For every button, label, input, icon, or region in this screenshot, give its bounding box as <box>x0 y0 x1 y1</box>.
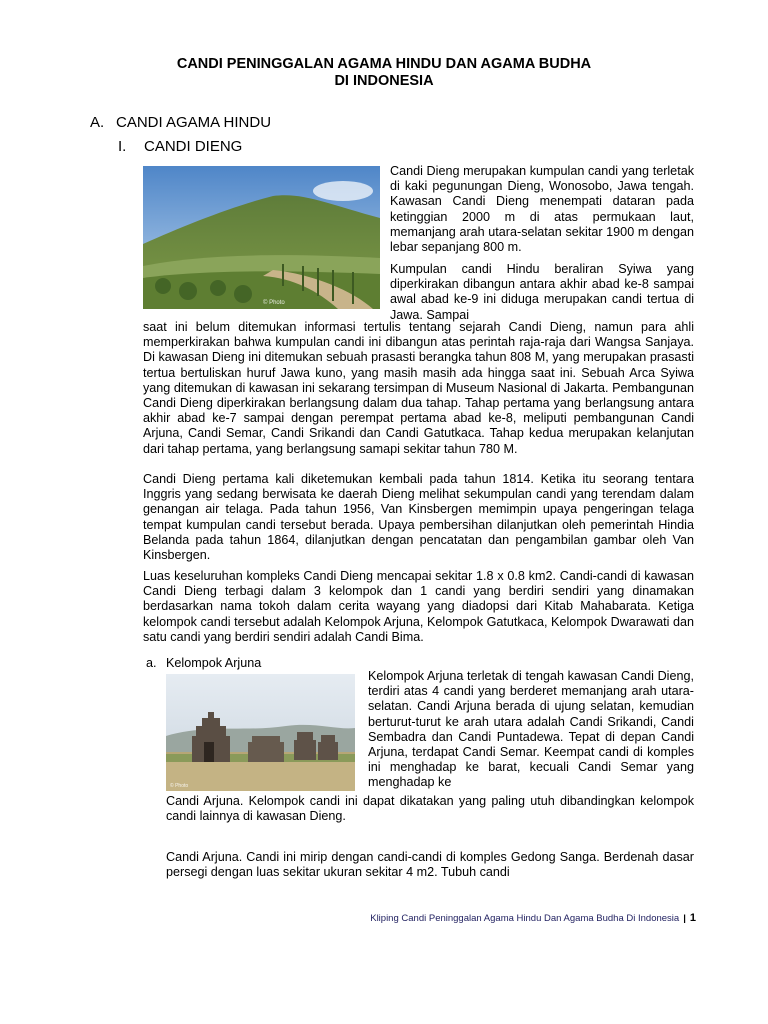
paragraph-dieng-rediscovery: Candi Dieng pertama kali diketemukan kembali pada tahun 1814. Ketika itu seorang tentara Inggris yang sedang berwisata ke daerah Dieng melihat sekumpulan candi yang terendam dalam genangan air telaga. Pada tahun 1956, Van Kinsbergen memimpin upaya pengeringan telaga tempat kumpulan candi tersebut berada. Upaya pembersihan dilanjutkan oleh pemerintah Hindia Belanda pada tahun 1864, dilanjutkan dengan pencatatan dan pengambilan gambar oleh Van Kinsbergen. <box>143 472 694 563</box>
paragraph-arjuna-group: Kelompok Arjuna terletak di tengah kawasan Candi Dieng, terdiri atas 4 candi yang berderet memanjang arah utara-selatan. Candi Arjuna berada di ujung selatan, kemudian berturut-turut ke arah utara adalah Candi Srikandi, Candi Sembadra dan Candi Puntadewa. Tepat di depan Candi Arjuna, terdapat Candi Semar. Keempat candi di komples ini menghadap ke barat, kecuali Candi Semar yang menghadap ke <box>368 669 694 790</box>
subsection-number: I. <box>118 138 127 155</box>
svg-text:© Photo: © Photo <box>170 783 189 789</box>
page-number: 1 <box>689 912 696 924</box>
paragraph-arjuna-group-end: Candi Arjuna. Kelompok candi ini dapat dikatakan yang paling utuh dibandingkan kelompok candi lainnya di kawasan Dieng. <box>166 794 694 824</box>
dieng-landscape-photo <box>143 166 380 309</box>
section-heading-a <box>90 114 271 131</box>
section-number: A. <box>90 114 105 131</box>
title-line-1: CANDI PENINGGALAN AGAMA HINDU DAN AGAMA BUDHA <box>176 56 592 72</box>
sub-number: a. <box>146 656 157 670</box>
section-label: CANDI AGAMA HINDU <box>116 114 272 131</box>
footer-separator: | <box>683 913 686 924</box>
arjuna-temple-photo <box>166 674 355 791</box>
sub-label: Kelompok Arjuna <box>166 656 262 670</box>
footer-text: Kliping Candi Peninggalan Agama Hindu Dan Agama Budha Di Indonesia <box>370 913 680 924</box>
paragraph-dieng-history-start: Kumpulan candi Hindu beraliran Syiwa yang diperkirakan dibangun antara akhir abad ke-8 sampai awal abad ke-9 ini diduga merupakan candi tertua di Jawa. Sampai <box>390 262 694 322</box>
svg-text:© Photo: © Photo <box>263 300 285 306</box>
page-footer <box>370 912 696 924</box>
page-title <box>0 56 768 90</box>
title-line-2: DI INDONESIA <box>334 73 434 89</box>
paragraph-dieng-area: Luas keseluruhan kompleks Candi Dieng mencapai sekitar 1.8 x 0.8 km2. Candi-candi di kawasan Candi Dieng terbagi dalam 3 kelompok dan 1 candi yang berdiri sendiri yang dinamakan berdasarkan nama tokoh dalam cerita wayang yang diadopsi dari Kitab Mahabarata. Ketiga kelompok candi tersebut adalah Kelompok Arjuna, Kelompok Gatutkaca, Kelompok Dwarawati dan satu candi yang berdiri sendiri adalah Candi Bima. <box>143 569 694 644</box>
paragraph-dieng-history: saat ini belum ditemukan informasi tertulis tentang sejarah Candi Dieng, namun para ahli memperkirakan bahwa kumpulan candi ini dibangun atas perintah raja-raja dari Wangsa Sanjaya. Di kawasan Dieng ini ditemukan sebuah prasasti berangka tahun 808 M, yang merupakan prasasti tertua bertuliskan huruf Jawa kuno, yang masih masih ada hingga saat ini. Sebuah Arca Syiwa yang ditemukan di kawasan ini sekarang tersimpan di Museum Nasional di Jakarta. Pembangunan Candi Dieng diperkirakan berlangsung dalam dua tahap. Tahap pertama yang berlangsung antara akhir abad ke-7 sampai dengan perempat pertama abad ke-8, meliputi pembangunan Candi Arjuna, Candi Semar, Candi Srikandi dan Candi Gatutkaca. Tahap kedua merupakan kelanjutan dari tahap pertama, yang berlangsung samapi sekitar tahun 780 M. <box>143 320 694 456</box>
subsection-kelompok-arjuna <box>146 656 261 670</box>
paragraph-dieng-intro: Candi Dieng merupakan kumpulan candi yang terletak di kaki pegunungan Dieng, Wonosobo, Jawa tengah. Kawasan Candi Dieng menempati dataran pada ketinggian 2000 m di atas permukaan laut, memanjang arah utara-selatan sekitar 1900 m dengan lebar sepanjang 800 m. <box>390 164 694 255</box>
paragraph-candi-arjuna: Candi Arjuna. Candi ini mirip dengan candi-candi di komples Gedong Sanga. Berdenah dasar persegi dengan luas sekitar ukuran sekitar 4 m2. Tubuh candi <box>166 850 694 880</box>
subsection-heading-dieng <box>118 138 242 155</box>
subsection-label: CANDI DIENG <box>144 138 243 155</box>
